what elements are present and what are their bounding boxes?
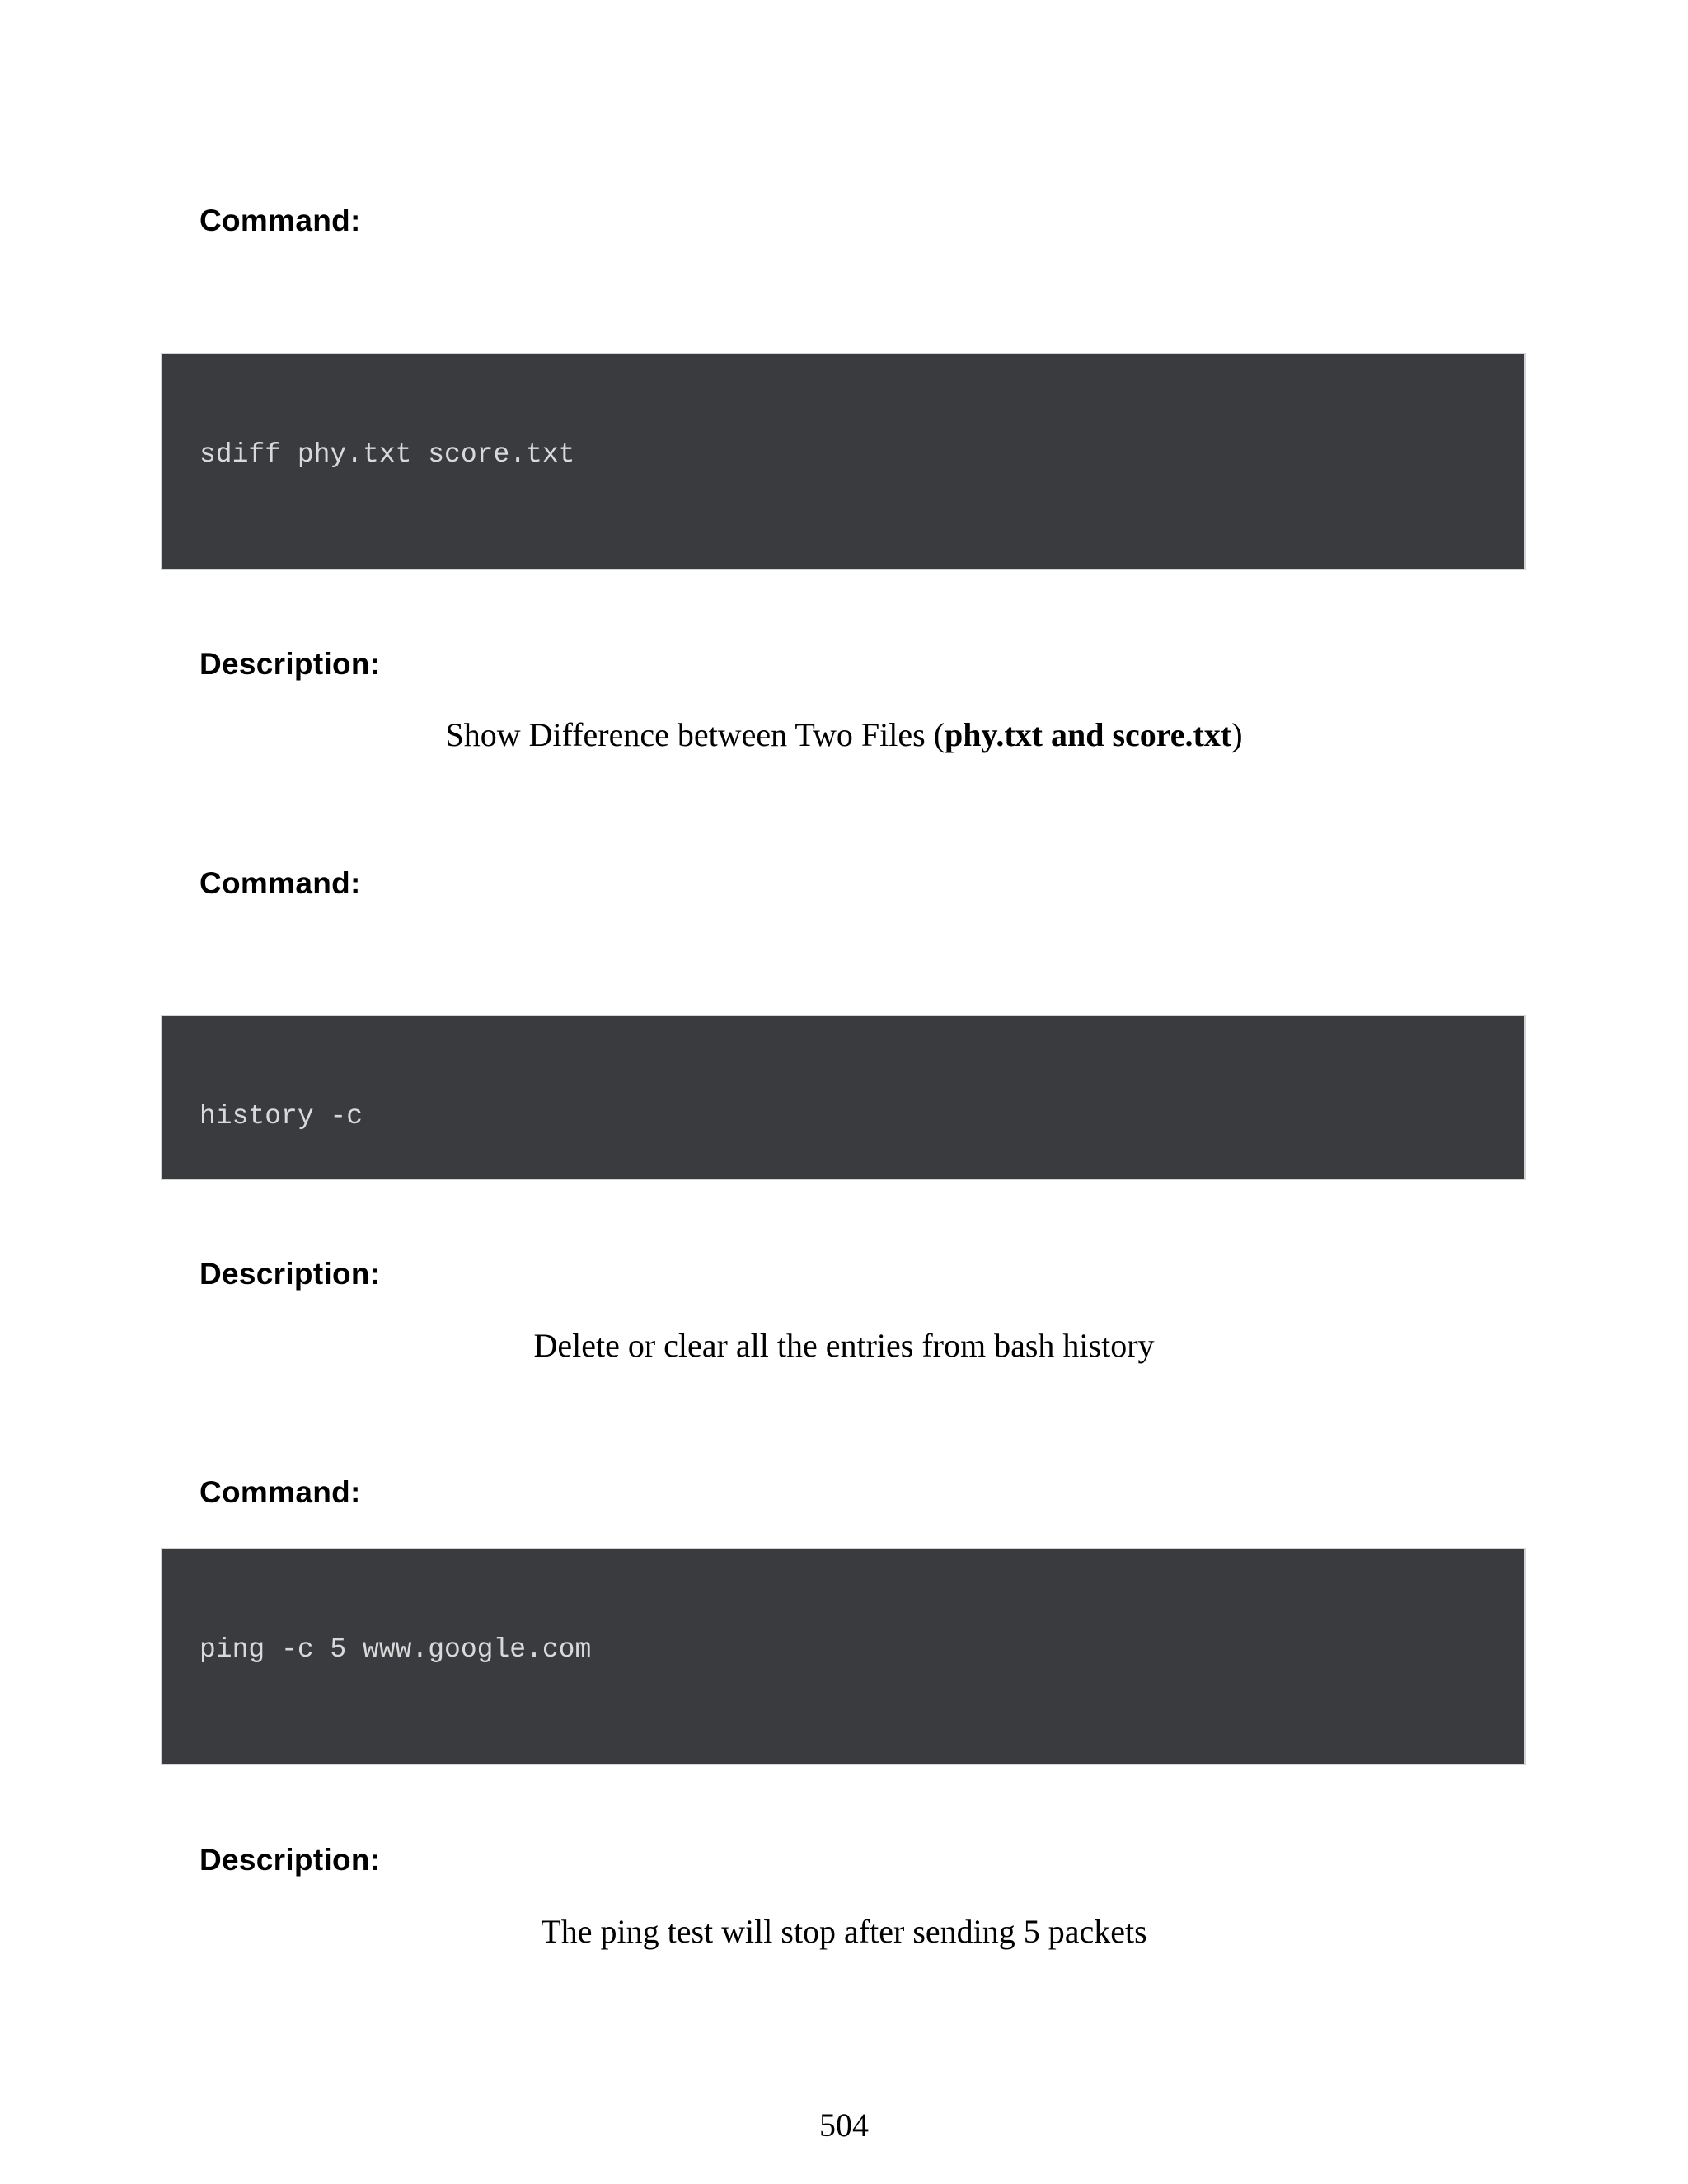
- command-text: sdiff phy.txt score.txt: [199, 439, 575, 470]
- description-suffix: ): [1231, 716, 1243, 753]
- command-heading: Command:: [199, 204, 361, 237]
- description-prefix: Show Difference between Two Files (: [445, 716, 945, 753]
- code-block: [161, 1015, 1526, 1180]
- code-block: [161, 1548, 1526, 1765]
- command-text: history -c: [199, 1101, 363, 1132]
- code-block: [161, 353, 1526, 570]
- command-heading: Command:: [199, 1475, 361, 1509]
- description-heading: Description:: [199, 647, 381, 681]
- command-heading: Command:: [199, 866, 361, 900]
- description-files: phy.txt and score.txt: [945, 716, 1232, 753]
- description-heading: Description:: [199, 1257, 381, 1291]
- description-text: [0, 715, 1688, 755]
- description-text: Delete or clear all the entries from bash history: [533, 1327, 1155, 1364]
- page-number: 504: [819, 2107, 869, 2144]
- description-text: The ping test will stop after sending 5 packets: [541, 1913, 1147, 1950]
- description-heading: Description:: [199, 1843, 381, 1877]
- command-text: ping -c 5 www.google.com: [199, 1634, 592, 1665]
